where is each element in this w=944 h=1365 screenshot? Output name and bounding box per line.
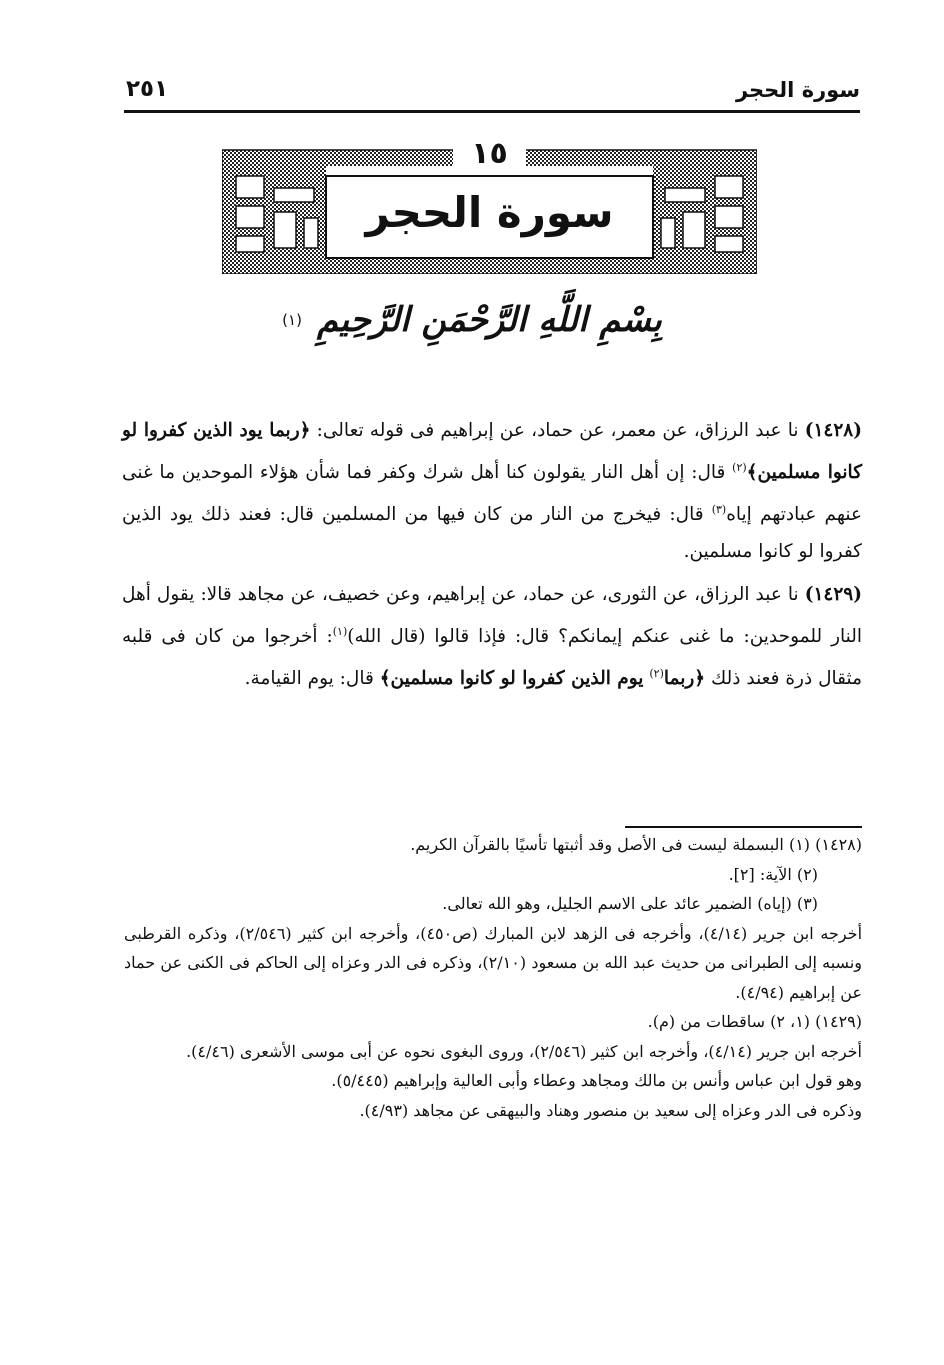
basmala-footnote-ref: (١)	[282, 310, 302, 329]
footnote-line: أخرجه ابن جرير (٤/١٤)، وأخرجه فى الزهد لابن المبارك (ص٤٥٠)، وأخرجه ابن كثير (٢/٥٤٦)، وذكره القرطبى ونسبه إلى الطبرانى من حديث عبد الله بن مسعود (٢/١٠)، وذكره فى الدر وعزاه إلى الحاكم فى الكنى عن حماد عن إبراهيم (٤/٩٤).	[124, 923, 863, 1002]
footnote-ref: (٢)	[732, 461, 747, 474]
hadith-text: قال: يوم القيامة.	[244, 668, 374, 690]
page-number: ٢٥١	[126, 76, 169, 102]
footnote-line: (١٤٢٩) (١، ٢) ساقطات من (م).	[647, 1012, 862, 1031]
footnote-line: وهو قول ابن عباس وأنس بن مالك ومجاهد وعطاء وأبى العالية وإبراهيم (٥/٤٤٥).	[331, 1071, 862, 1090]
footnotes	[124, 830, 862, 1125]
header-rule	[124, 110, 860, 113]
footnote-line: (٢) الآية: [٢].	[728, 864, 818, 884]
footnote-ref: (٣)	[711, 503, 727, 517]
hadith-number: (١٤٢٨)	[804, 420, 862, 441]
main-text	[122, 412, 862, 704]
hadith-number: (١٤٢٩)	[804, 584, 862, 606]
footnote-line: (٣) (إياه) الضمير عائد على الاسم الجليل، وهو الله تعالى.	[442, 894, 818, 913]
hadith-text: قال: إن أهل النار يقولون كنا أهل شرك وكفر فما شأن هؤلاء الموحدين ما غنى عنهم عبادتهم إياه	[122, 462, 863, 526]
hadith-text: نا عبد الرزاق، عن معمر، عن حماد، عن إبراهيم فى قوله تعالى:	[316, 420, 799, 441]
surah-title: سورة الحجر	[365, 188, 614, 237]
hadith-text: نا عبد الرزاق، عن الثورى، عن حماد، عن إبراهيم، وعن خصيف، عن مجاهد قالا: يقول أهل النار للموحدين: ما غنى عنكم إيمانكم؟ قال: فإذا قالوا (قال الله)	[122, 584, 862, 648]
footnote-ref: (٢)	[649, 667, 664, 681]
hadith-1429	[122, 576, 862, 697]
hadith-1428	[122, 412, 862, 570]
footnote-rule	[625, 826, 862, 828]
basmala-text: بِسْمِ اللَّهِ الرَّحْمَنِ الرَّحِيمِ	[317, 300, 662, 340]
footnote-ref: (١)	[332, 625, 348, 639]
running-header	[124, 74, 860, 108]
quran-quote: ﴿ربما	[663, 668, 706, 690]
header-surah-name: سورة الحجر	[735, 78, 860, 102]
hadith-text: : أخرجوا من كان فى قلبه مثقال ذرة فعند ذلك	[122, 626, 862, 690]
basmala	[0, 300, 944, 340]
footnote-line: وذكره فى الدر وعزاه إلى سعيد بن منصور وهناد والبيهقى عن مجاهد (٤/٩٣).	[359, 1100, 862, 1120]
surah-banner	[222, 136, 757, 274]
surah-number: ١٥	[222, 136, 757, 171]
quran-quote: ﴿ربما يود الذين كفروا لو كانوا مسلمين﴾	[122, 420, 862, 484]
footnote-line: (١٤٢٨) (١) البسملة ليست فى الأصل وقد أثبتها تأسيًا بالقرآن الكريم.	[410, 835, 862, 854]
footnote-line: أخرجه ابن جرير (٤/١٤)، وأخرجه ابن كثير (٢/٥٤٦)، وروى البغوى نحوه عن أبى موسى الأشعرى (٤/٤٦).	[186, 1041, 862, 1061]
quran-quote: يوم الذين كفروا لو كانوا مسلمين﴾	[379, 668, 644, 690]
hadith-text: قال: فيخرج من النار من كان فيها من المسلمين قال: فعند ذلك يود الذين كفروا لو كانوا مسلمين.	[122, 504, 862, 563]
